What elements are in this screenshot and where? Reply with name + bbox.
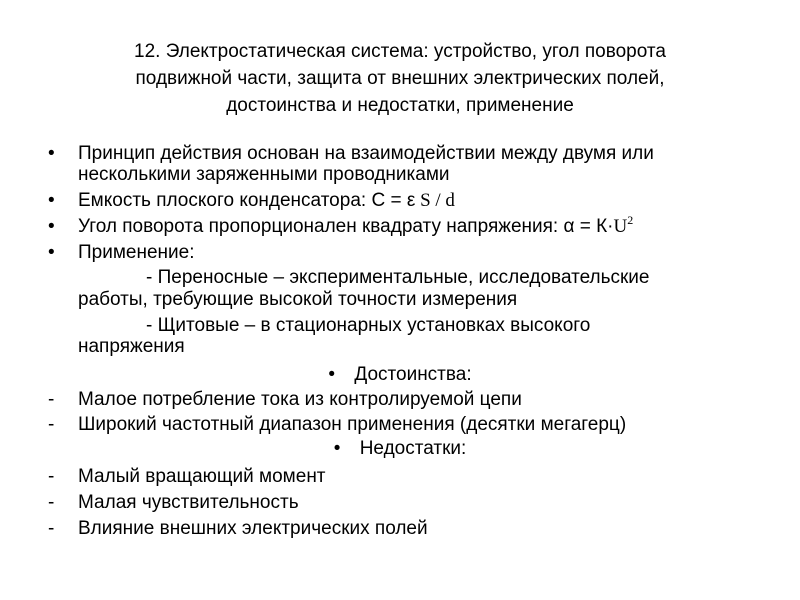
dash-marker: - bbox=[48, 492, 55, 513]
principle-line-1: Принцип действия основан на взаимодействии между двумя или bbox=[78, 143, 654, 164]
capacitance-formula-lhs: С = ε bbox=[371, 190, 416, 211]
bullet-marker: • bbox=[48, 242, 55, 263]
bullet-marker: • bbox=[48, 143, 55, 164]
disadvantage-text: Влияние внешних электрических полей bbox=[78, 518, 428, 539]
bullet-marker: • bbox=[48, 216, 55, 237]
bullet-marker: • bbox=[328, 364, 336, 385]
advantages-heading bbox=[0, 364, 800, 386]
title-line-2: подвижной части, защита от внешних электрических полей, bbox=[135, 68, 665, 89]
advantage-text: Широкий частотный диапазон применения (десятки мегагерц) bbox=[78, 414, 627, 435]
panel-line-2: напряжения bbox=[78, 336, 185, 357]
angle-prefix: Угол поворота пропорционален квадрату напряжения: bbox=[78, 216, 564, 237]
capacitance-formula-rhs: S / d bbox=[415, 190, 455, 211]
dash-marker: - bbox=[48, 389, 55, 410]
slide-title bbox=[60, 38, 740, 119]
angle-text bbox=[78, 213, 634, 238]
bullet-marker: • bbox=[48, 190, 55, 211]
title-line-1: 12. Электростатическая система: устройство, угол поворота bbox=[134, 41, 666, 62]
title-line-3: достоинства и недостатки, применение bbox=[226, 95, 574, 116]
disadvantage-text: Малая чувствительность bbox=[78, 492, 299, 513]
advantage-text: Малое потребление тока из контролируемой цепи bbox=[78, 389, 522, 410]
disadvantages-heading-text: Недостатки: bbox=[359, 438, 467, 459]
dash-marker: - bbox=[48, 518, 55, 539]
panel-line-1: - Щитовые – в стационарных установках высокого bbox=[146, 315, 591, 336]
bullet-marker: • bbox=[333, 438, 341, 459]
advantages-heading-text: Достоинства: bbox=[354, 364, 472, 385]
portable-line-1: - Переносные – экспериментальные, исследовательские bbox=[146, 267, 650, 288]
portable-line-2: работы, требующие высокой точности измерения bbox=[78, 289, 518, 310]
disadvantage-text: Малый вращающий момент bbox=[78, 466, 326, 487]
principle-line-2: несколькими заряженными проводниками bbox=[78, 164, 450, 185]
angle-formula-exp: 2 bbox=[627, 213, 634, 227]
capacitance-prefix: Емкость плоского конденсатора: bbox=[78, 190, 372, 211]
capacitance-text bbox=[78, 190, 455, 212]
angle-formula-var: U bbox=[613, 216, 628, 237]
dash-marker: - bbox=[48, 414, 55, 435]
angle-formula-lhs: α = К· bbox=[563, 216, 614, 237]
dash-marker: - bbox=[48, 466, 55, 487]
disadvantages-heading bbox=[0, 438, 800, 460]
application-label: Применение: bbox=[78, 242, 195, 263]
